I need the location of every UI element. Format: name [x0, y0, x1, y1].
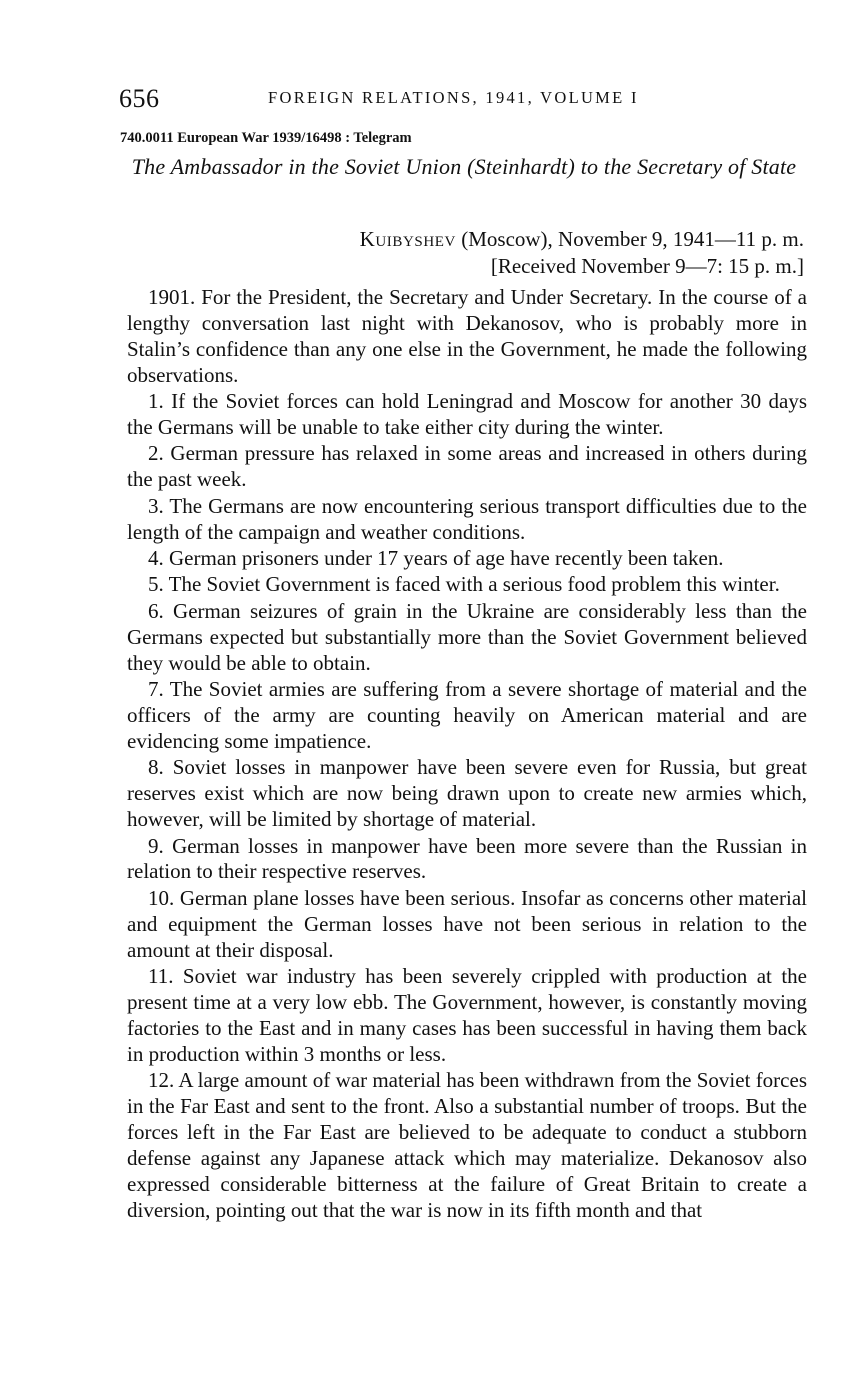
telegram-body [127, 285, 807, 1224]
paragraph-intro: 1901. For the President, the Secretary and Under Secretary. In the course of a lengthy conversation last night with Dekanosov, who is probably more in Stalin’s confidence than any one else in the Government, he made the following observations. [127, 285, 807, 387]
dateline-place: Kuibyshev [359, 227, 456, 251]
file-reference: 740.0011 European War 1939/16498 : Telegram [120, 130, 412, 146]
paragraph-point-6: 6. German seizures of grain in the Ukraine are considerably less than the Germans expected but substantially more than the Soviet Government believed they would be able to obtain. [127, 598, 807, 675]
dateline-sent [120, 226, 804, 253]
page-number: 656 [119, 84, 160, 113]
paragraph-point-9: 9. German losses in manpower have been more severe than the Russian in relation to their respective reserves. [127, 833, 807, 884]
paragraph-point-8: 8. Soviet losses in manpower have been severe even for Russia, but great reserves exist which are now being drawn upon to create new armies which, however, will be limited by shortage of material. [127, 755, 807, 832]
paragraph-point-5: 5. The Soviet Government is faced with a serious food problem this winter. [148, 572, 780, 597]
dateline-received: [Received November 9—7: 15 p. m.] [490, 254, 804, 278]
document-title: The Ambassador in the Soviet Union (Steinhardt) to the Secretary of State [131, 154, 797, 179]
running-head: FOREIGN RELATIONS, 1941, VOLUME I [268, 88, 639, 107]
paragraph-point-11: 11. Soviet war industry has been severely crippled with production at the present time at a very low ebb. The Government, however, is constantly moving factories to the East and in many cases has been successful in having them back in production within 3 months or less. [127, 964, 807, 1066]
paragraph-point-12: 12. A large amount of war material has been withdrawn from the Soviet forces in the Far East and sent to the front. Also a substantial number of troops. But the forces left in the Far East are believed to be adequate to conduct a stubborn defense against any Japanese attack which may materialize. Dekanosov also expressed considerable bitterness at the failure of Great Britain to create a diversion, pointing out that the war is now in its fifth month and that [127, 1068, 807, 1222]
paragraph-point-7: 7. The Soviet armies are suffering from a severe shortage of material and the officers of the army are counting heavily on American material and are evidencing some impatience. [127, 677, 807, 753]
paragraph-point-1: 1. If the Soviet forces can hold Leningrad and Moscow for another 30 days the Germans will be unable to take either city during the winter. [127, 389, 807, 440]
dateline [120, 226, 804, 280]
paragraph-point-2: 2. German pressure has relaxed in some areas and increased in others during the past week. [127, 441, 807, 492]
paragraph-point-3: 3. The Germans are now encountering serious transport difficulties due to the length of the campaign and weather conditions. [127, 493, 807, 544]
paragraph-point-10: 10. German plane losses have been serious. Insofar as concerns other material and equipment the German losses have not been serious in relation to the amount at their disposal. [127, 885, 807, 962]
dateline-date: (Moscow), November 9, 1941—11 p. m. [455, 227, 804, 251]
paragraph-point-4: 4. German prisoners under 17 years of age have recently been taken. [148, 546, 724, 571]
